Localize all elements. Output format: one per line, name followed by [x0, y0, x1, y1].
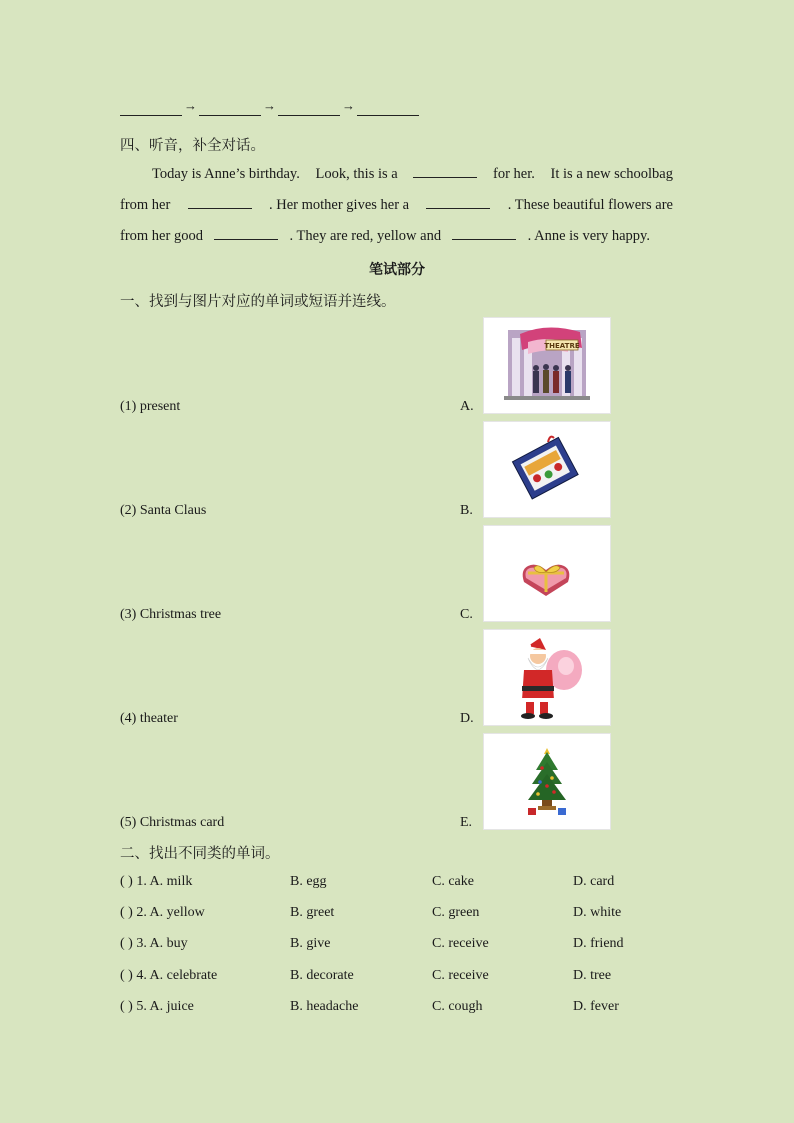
match-letter-d: D.: [460, 711, 474, 726]
written-part-heading: 笔试部分: [369, 262, 425, 278]
option-b: B. give: [290, 936, 331, 951]
svg-text:THEATRE: THEATRE: [544, 342, 580, 350]
option-d: D. fever: [573, 999, 619, 1014]
option-c: C. cough: [432, 999, 483, 1014]
dialogue-line-2: from her . Her mother gives her a . These beautiful flowers are: [120, 190, 673, 221]
option-d: D. white: [573, 905, 622, 920]
option-b: B. greet: [290, 905, 335, 920]
section2-title: 二、找出不同类的单词。: [120, 846, 280, 862]
arrow-icon: →: [263, 98, 276, 113]
dialogue-blank[interactable]: [188, 194, 252, 209]
question-number-option-a[interactable]: ( ) 3. A. buy: [120, 936, 188, 951]
option-b: B. decorate: [290, 968, 354, 983]
arrow-icon: →: [342, 98, 355, 113]
option-c: C. receive: [432, 968, 489, 983]
section4-title: 四、听音，补全对话。: [120, 138, 265, 154]
match-letter-c: C.: [460, 607, 473, 622]
sequence-blank[interactable]: [278, 101, 340, 116]
question-number-option-a[interactable]: ( ) 4. A. celebrate: [120, 968, 218, 983]
option-b: B. headache: [290, 999, 359, 1014]
match-word-1[interactable]: (1) present: [120, 399, 181, 414]
question-row: [120, 905, 680, 925]
match-word-5[interactable]: (5) Christmas card: [120, 815, 225, 830]
dialogue-blank[interactable]: [426, 194, 490, 209]
option-c: C. cake: [432, 874, 474, 889]
match-letter-e: E.: [460, 815, 473, 830]
match-word-2[interactable]: (2) Santa Claus: [120, 503, 207, 518]
dialogue-blank[interactable]: [413, 163, 477, 178]
match-word-4[interactable]: (4) theater: [120, 711, 178, 726]
option-b: B. egg: [290, 874, 327, 889]
option-d: D. friend: [573, 936, 624, 951]
question-row: [120, 874, 680, 894]
question-row: [120, 968, 680, 988]
sequence-blanks: [120, 100, 419, 116]
option-c: C. green: [432, 905, 480, 920]
question-row: [120, 999, 680, 1019]
question-row: [120, 936, 680, 956]
option-d: D. card: [573, 874, 615, 889]
match-word-3[interactable]: (3) Christmas tree: [120, 607, 222, 622]
dialogue-blank[interactable]: [214, 225, 278, 240]
sequence-blank[interactable]: [199, 101, 261, 116]
option-d: D. tree: [573, 968, 612, 983]
gift-box-picture-icon[interactable]: [483, 525, 611, 622]
dialogue-line-1: Today is Anne’s birthday. Look, this is a for her. It is a new schoolbag: [120, 159, 673, 190]
section1-title: 一、找到与图片对应的单词或短语并连线。: [120, 294, 396, 310]
santa-claus-picture-icon[interactable]: [483, 629, 611, 726]
christmas-card-picture-icon[interactable]: [483, 421, 611, 518]
dialogue-blank[interactable]: [452, 225, 516, 240]
dialogue-line-3: from her good . They are red, yellow and . Anne is very happy.: [120, 221, 650, 252]
match-letter-a: A.: [460, 399, 474, 414]
option-c: C. receive: [432, 936, 489, 951]
christmas-tree-picture-icon[interactable]: [483, 733, 611, 830]
sequence-blank[interactable]: [120, 101, 182, 116]
question-number-option-a[interactable]: ( ) 5. A. juice: [120, 999, 194, 1014]
arrow-icon: →: [184, 98, 197, 113]
question-number-option-a[interactable]: ( ) 2. A. yellow: [120, 905, 205, 920]
theatre-picture-icon[interactable]: [483, 317, 611, 414]
question-number-option-a[interactable]: ( ) 1. A. milk: [120, 874, 193, 889]
match-letter-b: B.: [460, 503, 473, 518]
sequence-blank[interactable]: [357, 101, 419, 116]
